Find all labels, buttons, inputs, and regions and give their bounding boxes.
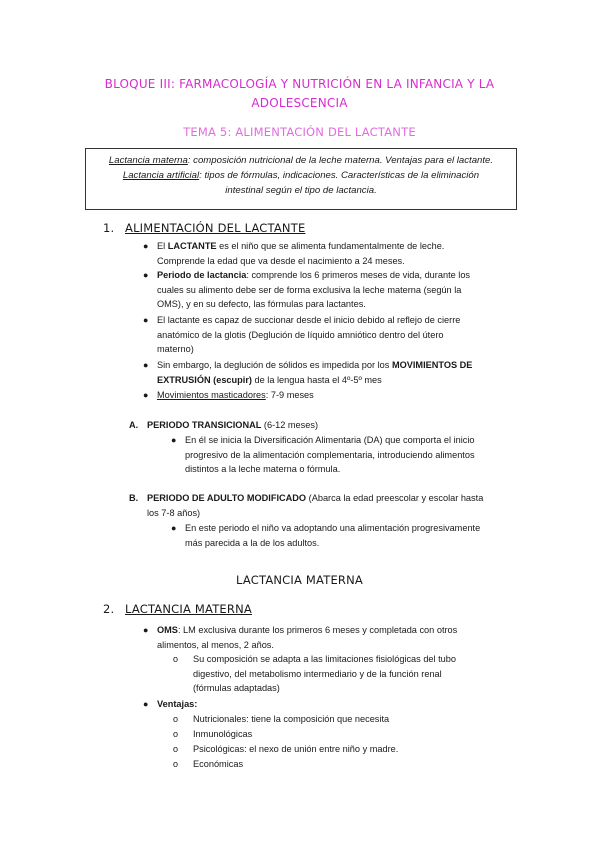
summary-text-3: intestinal según el tipo de lactancia. (225, 185, 377, 196)
ventaja-item: Psicológicas: el nexo de unión entre niño y madre. (193, 744, 399, 754)
summary-term-2: Lactancia artificial (122, 170, 200, 181)
subA-title: PERIODO TRANSICIONAL (147, 420, 262, 430)
bullet-icon: ● (143, 360, 149, 370)
s2-oms-rest: : LM exclusiva durante los primeros 6 meses y completada con otros (177, 625, 458, 635)
section1-title: ALIMENTACIÓN DEL LACTANTE (125, 221, 306, 235)
subB-title: PERIODO DE ADULTO MODIFICADO (147, 493, 307, 503)
s1-b4-bold2: EXTRUSIÓN (escupir) (157, 374, 252, 385)
section2-title: LACTANCIA MATERNA (125, 602, 252, 616)
s2-oms-sub (193, 652, 456, 696)
s1-b2-line3: OMS), y en su defecto, las fórmulas para lactantes. (157, 299, 366, 309)
s2-oms-sub2: digestivo, del metabolismo intermediario y de la función renal (193, 668, 442, 679)
block-title-line1: BLOQUE III: FARMACOLOGÍA Y NUTRICIÓN EN LA INFANCIA Y LA (104, 77, 495, 91)
s1-b4-pre: Sin embargo, la deglución de sólidos es impedida por los (157, 360, 392, 370)
s1-b5-rest: : 7-9 meses (265, 390, 314, 400)
ventaja-item: Económicas (193, 759, 244, 769)
lactancia-center-heading: LACTANCIA MATERNA (236, 573, 363, 587)
bullet-icon: ● (143, 315, 149, 325)
s1-bullet4 (157, 358, 472, 387)
subA-heading (129, 418, 318, 433)
section2-number: 2. (103, 602, 115, 616)
s1-b3-line3: materno) (157, 344, 194, 354)
subA-line1: En él se inicia la Diversificación Alimentaria (DA) que comporta el inicio (185, 435, 475, 445)
bullet-icon: ● (143, 699, 149, 709)
subA-text (185, 433, 475, 477)
s1-b2-bold: Periodo de lactancia (157, 270, 247, 280)
section1-heading (103, 221, 305, 235)
s1-b3-line2: anatómico de la glotis (Deglución de líquido amniótico dentro del útero (157, 329, 444, 340)
subB-heading (129, 491, 483, 520)
s1-b2-line2: cuales su alimento debe ser de forma exclusiva la leche materna (según la (157, 284, 462, 295)
subB-line1: En este periodo el niño va adoptando una alimentación progresivamente (185, 523, 481, 533)
s2-ventajas-bold: Ventajas: (157, 699, 198, 709)
summary-term-1: Lactancia materna (108, 155, 188, 166)
circle-bullet-icon: o (173, 654, 179, 664)
s1-bullet2 (157, 268, 470, 312)
s1-b2-rest: : comprende los 6 primeros meses de vida, durante los (246, 270, 471, 280)
circle-bullet-icon: o (173, 744, 179, 754)
subA-line3: distintos a la leche materna o fórmula. (185, 464, 341, 474)
circle-bullet-icon: o (173, 759, 179, 769)
summary-text-2: : tipos de fórmulas, indicaciones. Características de la eliminación (199, 170, 480, 181)
section2-heading (103, 602, 252, 616)
block-title-line2: ADOLESCENCIA (251, 96, 348, 110)
ventaja-item: Inmunológicas (193, 729, 253, 739)
summary-text-1: : composición nutricional de la leche materna. Ventajas para el lactante. (187, 155, 494, 166)
s1-bullet1 (157, 239, 444, 268)
circle-bullet-icon: o (173, 729, 179, 739)
ventaja-item: Nutricionales: tiene la composición que necesita (193, 714, 390, 724)
subA-extra: (6-12 meses) (261, 420, 319, 430)
s2-ventajas (157, 697, 197, 712)
s2-oms-bold: OMS (157, 625, 178, 635)
bullet-icon: ● (171, 523, 177, 533)
s1-b5-ul: Movimientos masticadores (157, 390, 266, 400)
s1-b1-pre: El (157, 241, 168, 251)
s1-bullet3 (157, 313, 460, 357)
section1-number: 1. (103, 221, 115, 235)
subB-letter: B. (129, 493, 139, 503)
subA-letter: A. (129, 420, 139, 430)
s1-b1-line2: Comprende la edad que va desde el nacimiento a 24 meses. (157, 255, 405, 266)
s2-oms (157, 623, 457, 652)
topic-title: TEMA 5: ALIMENTACIÓN DEL LACTANTE (183, 125, 416, 139)
bullet-icon: ● (171, 435, 177, 445)
summary-box (85, 148, 517, 210)
s1-b1-bold: LACTANTE (167, 241, 217, 251)
subB-extra: (Abarca la edad preescolar y escolar hasta (306, 493, 484, 503)
bullet-icon: ● (143, 241, 149, 251)
subA-line2: progresivo de la alimentación complementaria, introduciendo alimentos (185, 449, 475, 460)
circle-bullet-icon: o (173, 714, 179, 724)
subB-line2: más parecida a la de los adultos. (185, 537, 320, 548)
s1-b4-rest: de la lengua hasta el 4º-5º mes (251, 374, 382, 385)
s1-bullet5 (157, 388, 314, 403)
s1-b4-bold1: MOVIMIENTOS DE (391, 360, 473, 370)
bullet-icon: ● (143, 270, 149, 280)
s2-oms-line2: alimentos, al menos, 2 años. (157, 639, 274, 650)
s1-b3-line1: El lactante es capaz de succionar desde el inicio debido al reflejo de cierre (157, 315, 461, 325)
subB-extra2: los 7-8 años) (147, 507, 201, 518)
bullet-icon: ● (143, 390, 149, 400)
s2-oms-sub1: Su composición se adapta a las limitaciones fisiológicas del tubo (193, 654, 457, 664)
bullet-icon: ● (143, 625, 149, 635)
s1-b1-rest: es el niño que se alimenta fundamentalmente de leche. (216, 241, 445, 251)
s2-oms-sub3: (fórmulas adaptadas) (193, 683, 280, 693)
subB-text (185, 521, 480, 550)
